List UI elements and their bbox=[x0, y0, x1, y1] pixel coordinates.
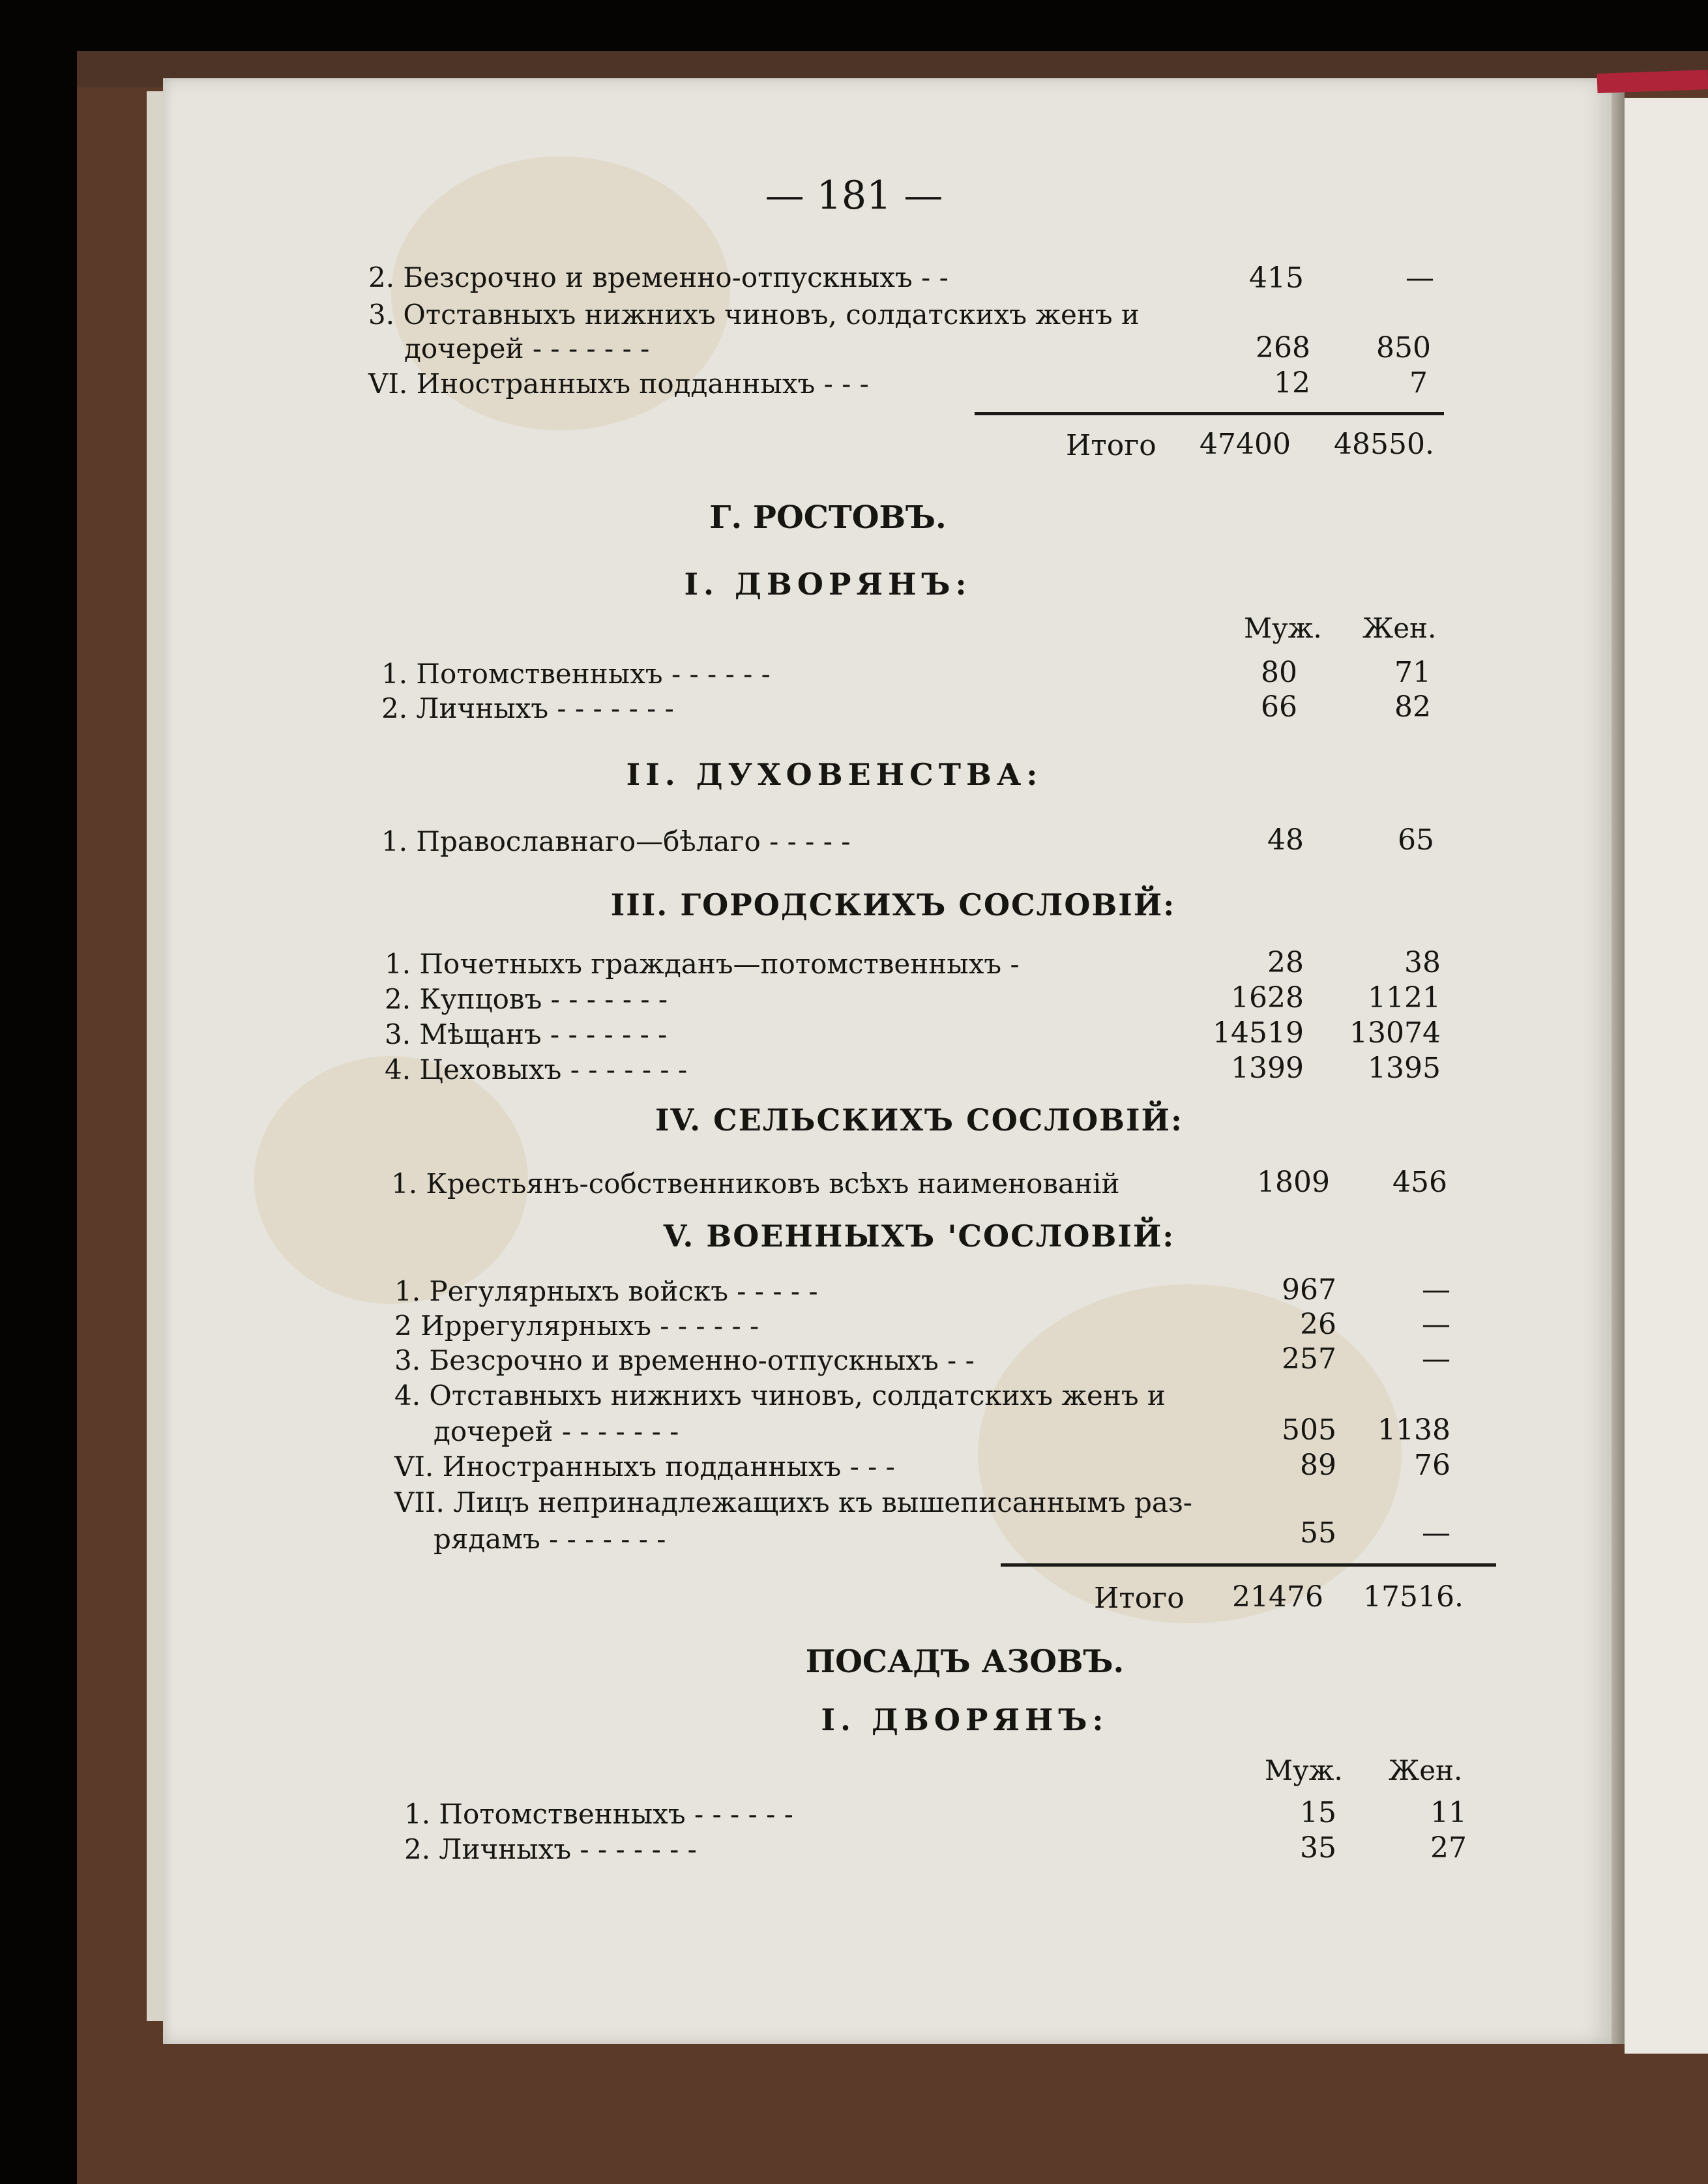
table-row-label: 2. Купцовъ - - - - - - - bbox=[385, 983, 668, 1015]
column-header-male: Муж. bbox=[1265, 1754, 1343, 1786]
total-male: 47400 bbox=[1200, 428, 1291, 461]
section-title-azov: ПОСАДЪ АЗОВЪ. bbox=[805, 1644, 1125, 1680]
table-row-label: VI. Иностранныхъ подданныхъ - - - bbox=[394, 1451, 895, 1483]
table-row-label: рядамъ - - - - - - - bbox=[434, 1523, 666, 1555]
table-row-male: 35 bbox=[1300, 1831, 1336, 1865]
continuation-row-label: 2. Безсрочно и временно-отпускныхъ - - bbox=[368, 261, 949, 293]
table-row-label: 4. Цеховыхъ - - - - - - - bbox=[385, 1054, 688, 1085]
table-row-male: 28 bbox=[1267, 946, 1304, 979]
subsection-title-rural: IV. СЕЛЬСКИХЪ СОСЛОВIЙ: bbox=[655, 1102, 1183, 1138]
column-header-male: Муж. bbox=[1244, 612, 1322, 644]
table-row-label: 3. Безсрочно и временно-отпускныхъ - - bbox=[394, 1344, 975, 1376]
page-number: — 181 — bbox=[765, 173, 943, 218]
table-row-label: 1. Потомственныхъ - - - - - - bbox=[381, 658, 771, 690]
table-row-label: 2. Личныхъ - - - - - - - bbox=[404, 1833, 697, 1865]
table-row-female: 456 bbox=[1392, 1166, 1447, 1199]
table-row-label: 3. Мѣщанъ - - - - - - - bbox=[385, 1018, 668, 1050]
table-row-female: 76 bbox=[1414, 1449, 1450, 1482]
table-row-female: 71 bbox=[1394, 656, 1431, 689]
column-header-female: Жен. bbox=[1389, 1754, 1463, 1786]
table-row-male: 257 bbox=[1282, 1342, 1336, 1376]
table-row-female: 38 bbox=[1404, 946, 1441, 979]
subsection-title-urban: III. ГОРОДСКИХЪ СОСЛОВIЙ: bbox=[610, 887, 1176, 922]
continuation-row-female: 850 bbox=[1376, 331, 1431, 364]
table-row-label: VII. Лицъ непринадлежащихъ къ вышеписаннымъ раз- bbox=[394, 1486, 1192, 1518]
table-row-female: 82 bbox=[1394, 690, 1431, 724]
table-row-label: 2 Иррегулярныхъ - - - - - - bbox=[394, 1310, 759, 1342]
continuation-row-male: 415 bbox=[1249, 261, 1304, 295]
table-row-male: 505 bbox=[1282, 1413, 1336, 1447]
table-row-female: 13074 bbox=[1349, 1016, 1441, 1050]
table-row-female: — bbox=[1422, 1342, 1450, 1376]
table-row-label: 1. Крестьянъ-собственниковъ всѣхъ наименованiй bbox=[391, 1168, 1120, 1200]
total-rule bbox=[1001, 1563, 1496, 1567]
table-row-label: 2. Личныхъ - - - - - - - bbox=[381, 692, 674, 724]
table-row-male: 66 bbox=[1261, 690, 1297, 724]
total-label: Итого bbox=[1066, 429, 1156, 462]
table-row-male: 89 bbox=[1300, 1449, 1336, 1482]
table-row-label: 1. Почетныхъ гражданъ—потомственныхъ - bbox=[385, 948, 1020, 980]
table-row-female: 11 bbox=[1430, 1796, 1467, 1829]
table-row-male: 1628 bbox=[1231, 981, 1304, 1014]
continuation-row-male: 268 bbox=[1256, 331, 1310, 364]
table-row-male: 15 bbox=[1300, 1796, 1336, 1829]
table-row-female: 1121 bbox=[1368, 981, 1441, 1014]
table-row-male: 967 bbox=[1282, 1273, 1336, 1306]
subsection-title-nobles: I. ДВОРЯНЪ: bbox=[684, 567, 972, 602]
continuation-row-male: 12 bbox=[1274, 366, 1310, 400]
table-row-label: дочерей - - - - - - - bbox=[434, 1415, 679, 1447]
table-row-female: — bbox=[1422, 1273, 1450, 1306]
table-row-female: 65 bbox=[1398, 823, 1434, 857]
table-row-male: 14519 bbox=[1213, 1016, 1304, 1050]
section-title-rostov: Г. РОСТОВЪ. bbox=[709, 499, 947, 536]
total-label: Итого bbox=[1094, 1582, 1185, 1615]
table-row-label: 4. Отставныхъ нижнихъ чиновъ, солдатскихъ женъ и bbox=[394, 1380, 1166, 1411]
subsection-title-nobles: I. ДВОРЯНЪ: bbox=[821, 1702, 1109, 1737]
total-rule bbox=[975, 412, 1444, 415]
table-row-label: 1. Регулярныхъ войскъ - - - - - bbox=[394, 1275, 818, 1307]
subsection-title-military: V. ВОЕННЫХЪ 'СОСЛОВIЙ: bbox=[663, 1218, 1175, 1254]
table-row-female: — bbox=[1422, 1516, 1450, 1550]
table-row-female: 1395 bbox=[1368, 1052, 1441, 1085]
total-female: 17516. bbox=[1363, 1580, 1464, 1614]
table-row-label: 1. Потомственныхъ - - - - - - bbox=[404, 1798, 793, 1830]
subsection-title-clergy: II. ДУХОВЕНСТВА: bbox=[626, 757, 1043, 792]
table-row-female: — bbox=[1422, 1308, 1450, 1341]
column-header-female: Жен. bbox=[1362, 612, 1437, 644]
continuation-row-label: VI. Иностранныхъ подданныхъ - - - bbox=[368, 368, 869, 400]
table-row-female: 1138 bbox=[1377, 1413, 1450, 1447]
continuation-row-label: 3. Отставныхъ нижнихъ чиновъ, солдатскихъ женъ и bbox=[368, 299, 1140, 331]
table-row-male: 26 bbox=[1300, 1308, 1336, 1341]
continuation-row-female: — bbox=[1406, 261, 1434, 295]
table-row-male: 55 bbox=[1300, 1516, 1336, 1550]
table-row-female: 27 bbox=[1430, 1831, 1467, 1865]
continuation-row-label: дочерей - - - - - - - bbox=[404, 332, 650, 364]
table-row-male: 1809 bbox=[1257, 1166, 1330, 1199]
table-row-label: 1. Православнаго—бѣлаго - - - - - bbox=[381, 825, 851, 857]
table-row-male: 1399 bbox=[1231, 1052, 1304, 1085]
total-female: 48550. bbox=[1334, 428, 1434, 461]
table-row-male: 80 bbox=[1261, 656, 1297, 689]
table-row-male: 48 bbox=[1267, 823, 1304, 857]
continuation-row-female: 7 bbox=[1409, 366, 1428, 400]
total-male: 21476 bbox=[1232, 1580, 1323, 1614]
